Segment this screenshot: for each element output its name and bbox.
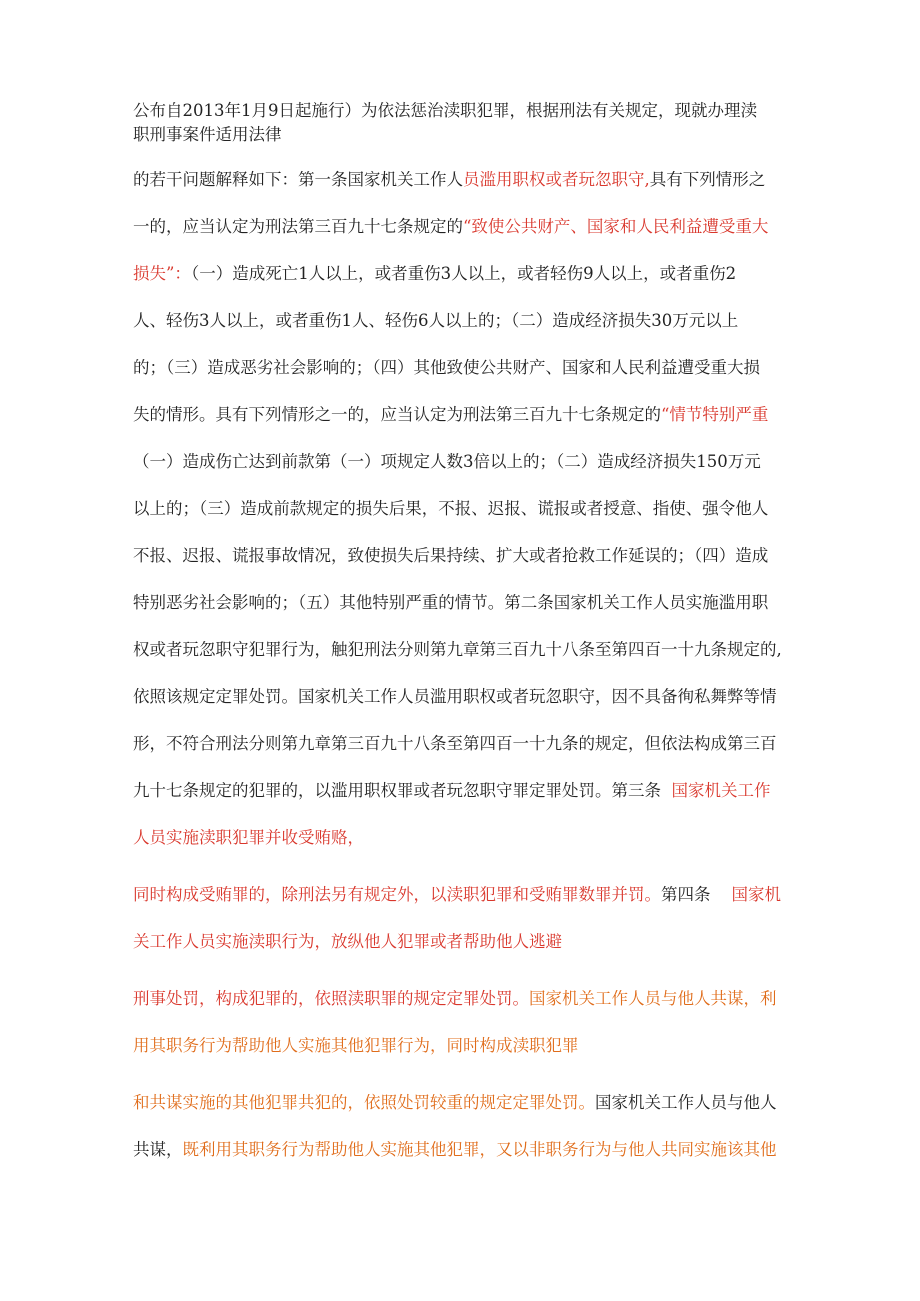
highlighted-text-segment: 和共谋实施的其他犯罪共犯的，依照处罚较重的规定定罪处罚。 <box>133 1093 595 1112</box>
highlighted-text-segment: 既利用其职务行为帮助他人实施其他犯罪，又以非职务行为与他人共同实施该其他 <box>182 1140 777 1159</box>
highlighted-text-segment: 员滥用职权或者玩忽职守, <box>463 170 650 189</box>
highlighted-text-segment: 用其职务行为帮助他人实施其他犯罪行为，同时构成渎职犯罪 <box>133 1036 579 1055</box>
text-line <box>133 686 793 708</box>
text-segment: 权或者玩忽职守犯罪行为，触犯刑法分则第九章第三百九十八条至第四百一十九条规定的, <box>133 640 782 659</box>
text-line <box>133 780 793 802</box>
text-segment: 特别恶劣社会影响的；（五）其他特别严重的情节。第二条国家机关工作人员实施滥用职 <box>133 593 769 612</box>
text-line <box>133 124 793 146</box>
text-line <box>133 988 793 1010</box>
text-segment: 公布自2013年1月9日起施行）为依法惩治渎职犯罪，根据刑法有关规定，现就办理渎 <box>133 101 757 120</box>
text-line <box>133 169 793 191</box>
text-line <box>133 263 793 285</box>
text-segment: 具有下列情形之 <box>649 170 766 189</box>
highlighted-text-segment: 刑事处罚，构成犯罪的，依照渎职罪的规定定罪处罚。 <box>133 989 529 1008</box>
text-segment: 共谋， <box>133 1140 183 1159</box>
text-segment: 依照该规定定罪处罚。国家机关工作人员滥用职权或者玩忽职守，因不具备徇私舞弊等情 <box>133 687 777 706</box>
highlighted-text-segment: 国家机关工作 <box>661 781 771 800</box>
text-line <box>133 827 793 849</box>
text-segment: 国家机关工作人员与他人 <box>595 1093 777 1112</box>
text-segment: 形，不符合刑法分则第九章第三百九十八条至第四百一十九条的规定，但依法构成第三百 <box>133 734 777 753</box>
text-segment: 职刑事案件适用法律 <box>133 125 282 144</box>
text-segment: 第四条 <box>661 885 711 904</box>
text-line <box>133 592 793 614</box>
text-line <box>133 216 793 238</box>
text-line <box>133 100 793 122</box>
text-line <box>133 733 793 755</box>
highlighted-text-segment: 关工作人员实施渎职行为，放纵他人犯罪或者帮助他人逃避 <box>133 932 562 951</box>
text-line <box>133 1035 793 1057</box>
text-line <box>133 451 793 473</box>
text-line <box>133 357 793 379</box>
text-segment: 以上的；（三）造成前款规定的损失后果，不报、迟报、谎报或者授意、指使、强令他人 <box>133 499 769 518</box>
text-line <box>133 884 793 906</box>
text-segment: 人、轻伤3人以上，或者重伤1人、轻伤6人以上的；（二）造成经济损失30万元以上 <box>133 311 739 330</box>
text-line <box>133 545 793 567</box>
highlighted-text-segment: 同时构成受贿罪的，除刑法另有规定外，以渎职犯罪和受贿罪数罪并罚。 <box>133 885 661 904</box>
text-line <box>133 498 793 520</box>
highlighted-text-segment: “致使公共财产、国家和人民利益遭受重大 <box>463 217 769 236</box>
text-line <box>133 1139 793 1161</box>
text-segment: 九十七条规定的犯罪的，以滥用职权罪或者玩忽职守罪定罪处罚。第三条 <box>133 781 661 800</box>
text-segment: （一）造成伤亡达到前款第（一）项规定人数3倍以上的；（二）造成经济损失150万元 <box>133 452 761 471</box>
highlighted-text-segment: 人员实施渎职犯罪并收受贿赂， <box>133 828 364 847</box>
text-line <box>133 404 793 426</box>
text-line <box>133 1092 793 1114</box>
text-segment: 失的情形。具有下列情形之一的，应当认定为刑法第三百九十七条规定的 <box>133 405 661 424</box>
highlighted-text-segment: 国家机 <box>710 885 781 904</box>
text-segment: （一）造成死亡1人以上，或者重伤3人以上，或者轻伤9人以上，或者重伤2 <box>190 264 737 283</box>
highlighted-text-segment: 国家机关工作人员与他人共谋，利 <box>529 989 777 1008</box>
highlighted-text-segment: 损失”： <box>133 264 191 283</box>
text-line <box>133 639 793 661</box>
text-segment: 不报、迟报、谎报事故情况，致使损失后果持续、扩大或者抢救工作延误的；（四）造成 <box>133 546 769 565</box>
text-segment: 的若干问题解释如下：第一条国家机关工作人 <box>133 170 463 189</box>
highlighted-text-segment: “情节特别严重 <box>661 405 769 424</box>
text-line <box>133 310 793 332</box>
text-line <box>133 931 793 953</box>
text-segment: 的；（三）造成恶劣社会影响的；（四）其他致使公共财产、国家和人民利益遭受重大损 <box>133 358 760 377</box>
text-segment: 一的，应当认定为刑法第三百九十七条规定的 <box>133 217 463 236</box>
